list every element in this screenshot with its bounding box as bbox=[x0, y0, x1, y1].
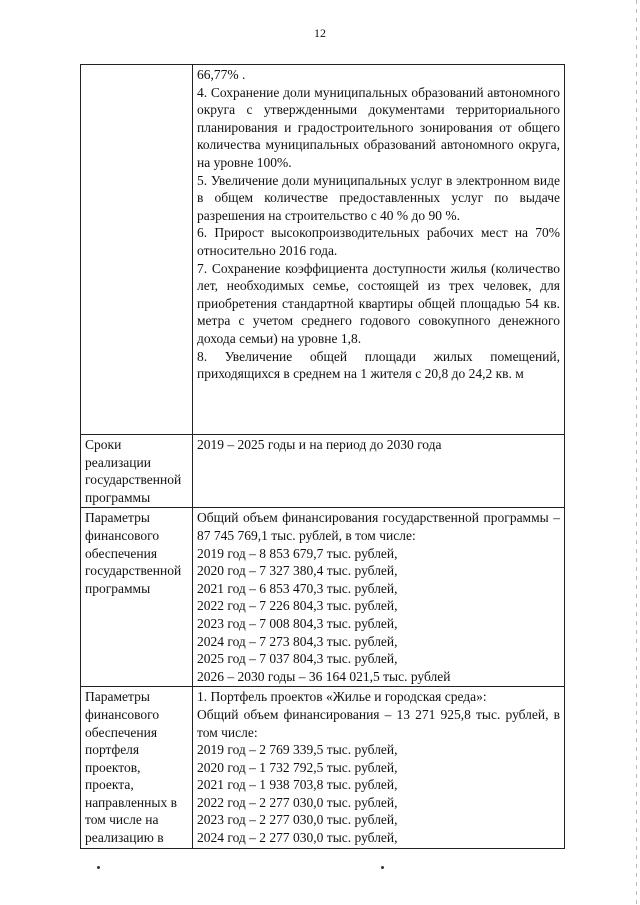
terms-value: 2019 – 2025 годы и на период до 2030 года bbox=[197, 437, 442, 452]
financing-total: Общий объем финансирования государственной программы – 87 745 769,1 тыс. рублей, в том числе: bbox=[197, 510, 560, 543]
target-item-5: 5. Увеличение доли муниципальных услуг в электронном виде в общем количестве предоставленных услуг по выдаче разрешения на строительство с 40 % до 90 %. bbox=[197, 172, 560, 223]
table-row-portfolio-financing bbox=[81, 687, 565, 848]
portfolio-year-2021: 2021 год – 1 938 703,8 тыс. рублей, bbox=[197, 777, 398, 793]
financing-years-2026-2030: 2026 – 2030 годы – 36 164 021,5 тыс. рублей bbox=[197, 668, 451, 684]
target-item-3-end: 66,77% . bbox=[197, 67, 246, 82]
financing-year-2025: 2025 год – 7 037 804,3 тыс. рублей, bbox=[197, 651, 398, 667]
portfolio-year-2023: 2023 год – 2 277 030,0 тыс. рублей, bbox=[197, 812, 398, 828]
row-content-program-financing bbox=[193, 508, 565, 687]
table-row-targets bbox=[81, 65, 565, 435]
row-content-terms bbox=[193, 435, 565, 508]
target-item-7: 7. Сохранение коэффициента доступности жилья (количество лет, необходимых семье, состоящей из трех человек, для приобретения стандартной квартиры общей площадью 54 кв. метра с учетом среднего годового совокупного денежного дохода семьи) на уровне 1,8. bbox=[197, 260, 560, 346]
portfolio-year-2020: 2020 год – 1 732 792,5 тыс. рублей, bbox=[197, 759, 398, 775]
row-label-empty bbox=[81, 65, 193, 435]
target-item-6: 6. Прирост высокопроизводительных рабочих мест на 70% относительно 2016 года. bbox=[197, 225, 560, 258]
scan-edge bbox=[636, 0, 637, 905]
financing-year-2022: 2022 год – 7 226 804,3 тыс. рублей, bbox=[197, 598, 398, 614]
financing-year-2020: 2020 год – 7 327 380,4 тыс. рублей, bbox=[197, 563, 398, 579]
row-label-portfolio-financing: Параметры финансового обеспечения портфеля проектов, проекта, направленных в том числе на реализацию в bbox=[81, 687, 193, 848]
scan-speck-right bbox=[381, 866, 384, 869]
portfolio-title: 1. Портфель проектов «Жилье и городская среда»: bbox=[197, 689, 487, 705]
row-content-targets bbox=[193, 65, 565, 435]
row-label-program-financing: Параметры финансового обеспечения государственной программы bbox=[81, 508, 193, 687]
financing-year-2023: 2023 год – 7 008 804,3 тыс. рублей, bbox=[197, 615, 398, 631]
portfolio-year-2024: 2024 год – 2 277 030,0 тыс. рублей, bbox=[197, 830, 398, 846]
portfolio-year-2022: 2022 год – 2 277 030,0 тыс. рублей, bbox=[197, 794, 398, 810]
table-row-terms bbox=[81, 435, 565, 508]
passport-table bbox=[80, 64, 565, 849]
financing-year-2021: 2021 год – 6 853 470,3 тыс. рублей, bbox=[197, 580, 398, 596]
portfolio-total: Общий объем финансирования – 13 271 925,8 тыс. рублей, в том числе: bbox=[197, 706, 560, 740]
financing-year-2019: 2019 год – 8 853 679,7 тыс. рублей, bbox=[197, 545, 398, 561]
target-item-8: 8. Увеличение общей площади жилых помещений, приходящихся в среднем на 1 жителя с 20,8 до 24,2 кв. м bbox=[197, 348, 560, 382]
row-label-terms: Сроки реализации государственной программы bbox=[81, 435, 193, 508]
portfolio-year-2019: 2019 год – 2 769 339,5 тыс. рублей, bbox=[197, 742, 398, 758]
page-number: 12 bbox=[314, 26, 326, 40]
financing-year-2024: 2024 год – 7 273 804,3 тыс. рублей, bbox=[197, 633, 398, 649]
scan-speck-left bbox=[97, 866, 100, 869]
row-content-portfolio-financing bbox=[193, 687, 565, 848]
table-row-program-financing bbox=[81, 508, 565, 687]
target-item-4: 4. Сохранение доли муниципальных образований автономного округа с утвержденными документами территориального планирования и градостроительного зонирования от общего количества муниципальных образований автономного округа, на уровне 100%. bbox=[197, 84, 560, 170]
